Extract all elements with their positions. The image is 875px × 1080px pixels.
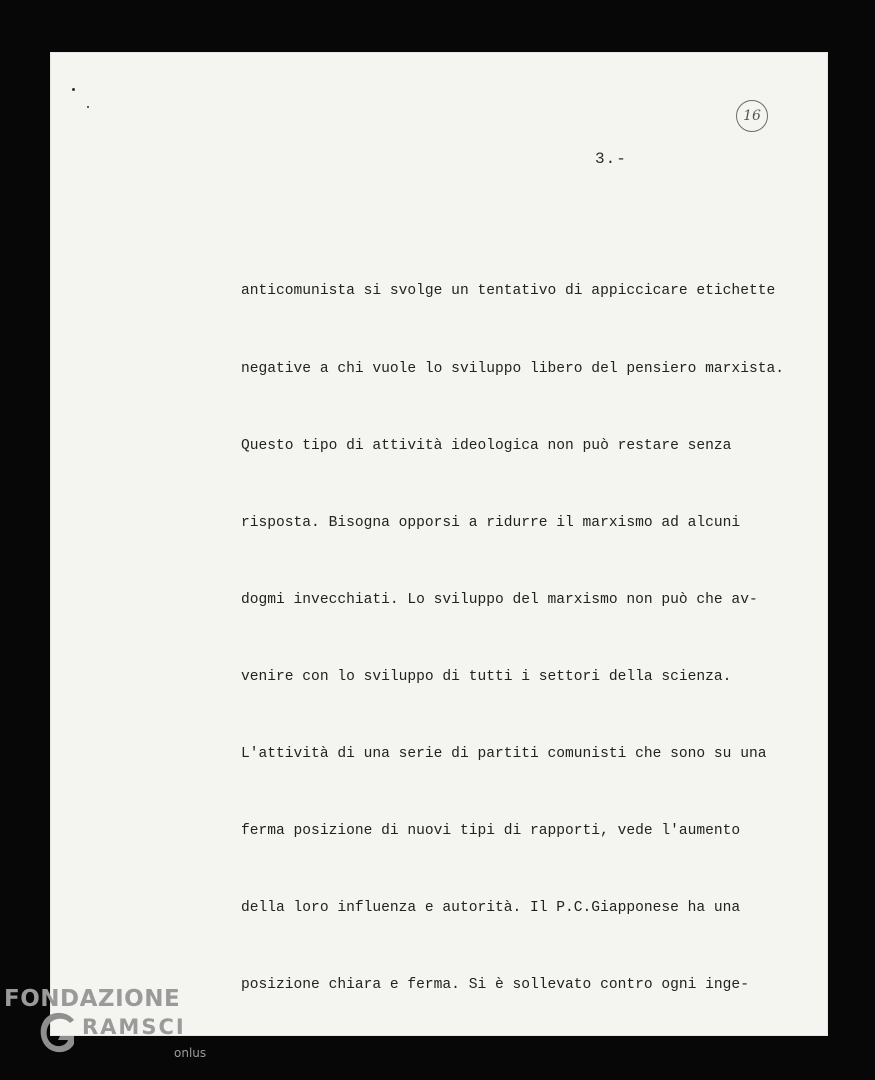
text-line: Questo tipo di attività ideologica non può restare senza (241, 437, 732, 454)
text-line: dogmi invecchiati. Lo sviluppo del marxismo non può che av- (241, 591, 758, 608)
text-line: venire con lo sviluppo di tutti i settori della scienza. (241, 668, 732, 685)
text-line: risposta. Bisogna opporsi a ridurre il marxismo ad alcuni (241, 514, 741, 531)
watermark-suffix: onlus (174, 1046, 207, 1060)
archive-page-number: 16 (736, 100, 768, 132)
gramsci-g-logo-icon (36, 1008, 80, 1056)
text-line: anticomunista si svolge un tentativo di appiccicare etichette (241, 283, 776, 300)
watermark-line1: FONDAZIONE (4, 986, 181, 1012)
text-line: ferma posizione di nuovi tipi di rapporti, vede l'aumento (241, 823, 741, 840)
fondazione-gramsci-watermark (4, 986, 219, 1078)
text-line: L'attività di una serie di partiti comunisti che sono su una (241, 745, 767, 762)
watermark-line2: RAMSCI (82, 1015, 186, 1039)
text-line: della loro influenza e autorità. Il P.C.Giapponese ha una (241, 900, 741, 917)
document-page (50, 52, 828, 1036)
typed-letter-body (241, 228, 828, 1036)
dust-speck (87, 106, 89, 108)
text-line: posizione chiara e ferma. Si è sollevato contro ogni inge- (241, 977, 749, 994)
dust-speck (72, 88, 75, 91)
page-number: 3.- (595, 150, 627, 168)
text-line: negative a chi vuole lo sviluppo libero del pensiero marxista. (241, 360, 784, 377)
